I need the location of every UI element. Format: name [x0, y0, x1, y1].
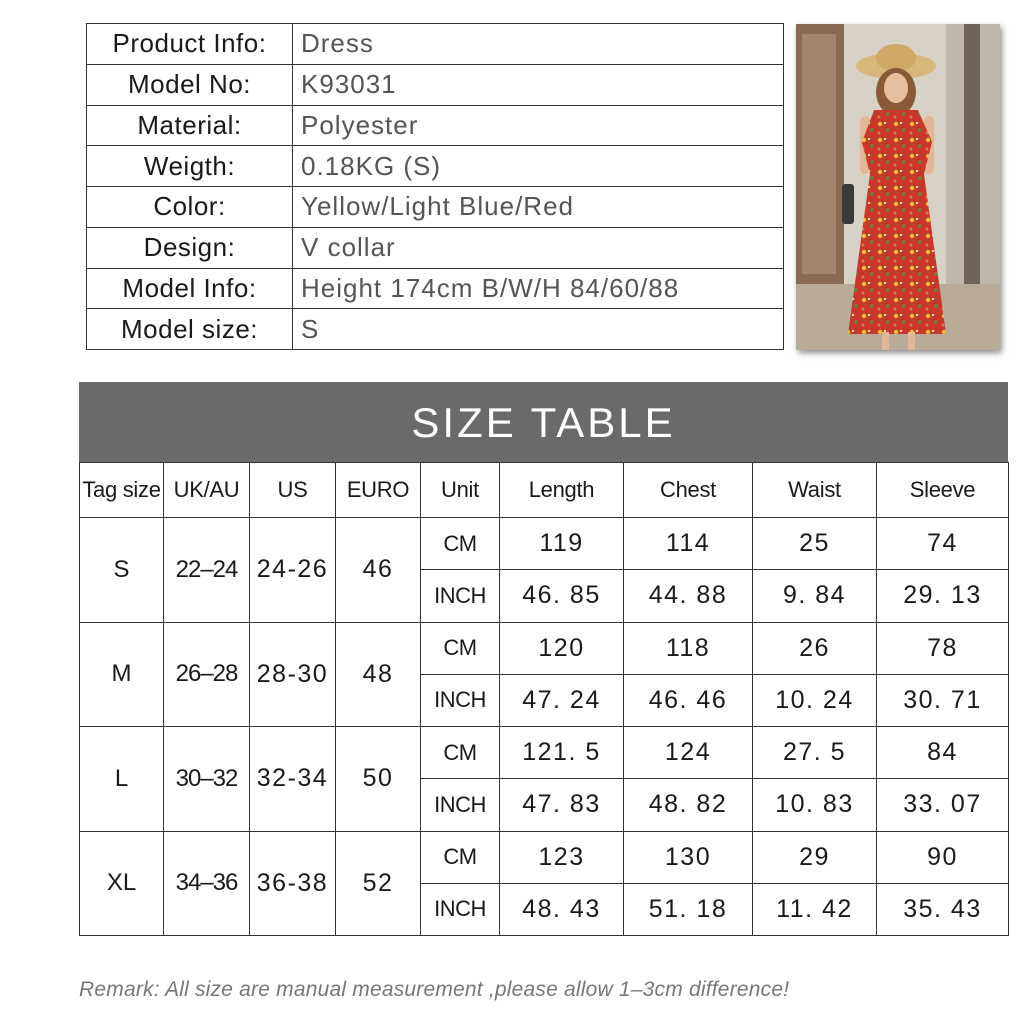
us-cell: 28-30 [250, 622, 336, 727]
us-cell: 32-34 [250, 727, 336, 832]
length-cell: 47. 24 [500, 674, 624, 726]
product-info-value: V collar [293, 227, 784, 268]
size-table [79, 462, 1009, 936]
tag-size-cell: L [80, 727, 164, 832]
sleeve-cell: 33. 07 [877, 779, 1009, 831]
unit-cell: CM [421, 831, 500, 883]
header-sleeve: Sleeve [877, 463, 1009, 518]
size-table-title: SIZE TABLE [79, 382, 1008, 462]
sleeve-cell: 90 [877, 831, 1009, 883]
sleeve-cell: 30. 71 [877, 674, 1009, 726]
header-tag-size: Tag size [80, 463, 164, 518]
length-cell: 119 [500, 518, 624, 570]
header-waist: Waist [753, 463, 877, 518]
us-cell: 36-38 [250, 831, 336, 936]
waist-cell: 11. 42 [753, 883, 877, 935]
product-info-value: Height 174cm B/W/H 84/60/88 [293, 268, 784, 309]
product-info-value: 0.18KG (S) [293, 146, 784, 187]
euro-cell: 52 [336, 831, 421, 936]
length-cell: 47. 83 [500, 779, 624, 831]
header-length: Length [500, 463, 624, 518]
unit-cell: INCH [421, 883, 500, 935]
euro-cell: 50 [336, 727, 421, 832]
unit-cell: CM [421, 518, 500, 570]
header-us: US [250, 463, 336, 518]
length-cell: 123 [500, 831, 624, 883]
product-info-label: Material: [87, 105, 293, 146]
length-cell: 46. 85 [500, 570, 624, 622]
product-info-label: Color: [87, 187, 293, 228]
unit-cell: INCH [421, 674, 500, 726]
remark-text: Remark: All size are manual measurement ,please allow 1–3cm difference! [79, 978, 790, 1001]
product-info-label: Design: [87, 227, 293, 268]
uk-au-cell: 26–28 [164, 622, 250, 727]
product-info-value: S [293, 309, 784, 350]
product-info-label: Model No: [87, 64, 293, 105]
chest-cell: 51. 18 [624, 883, 753, 935]
chest-cell: 46. 46 [624, 674, 753, 726]
product-info-row [87, 146, 784, 187]
sleeve-cell: 84 [877, 727, 1009, 779]
size-row-cm [80, 622, 1009, 674]
product-info-row [87, 309, 784, 350]
length-cell: 120 [500, 622, 624, 674]
waist-cell: 29 [753, 831, 877, 883]
tag-size-cell: M [80, 622, 164, 727]
waist-cell: 27. 5 [753, 727, 877, 779]
product-info-value: Dress [293, 24, 784, 65]
us-cell: 24-26 [250, 518, 336, 623]
size-row-cm [80, 831, 1009, 883]
product-info-label: Model Info: [87, 268, 293, 309]
waist-cell: 10. 24 [753, 674, 877, 726]
size-row-cm [80, 518, 1009, 570]
waist-cell: 10. 83 [753, 779, 877, 831]
waist-cell: 25 [753, 518, 877, 570]
product-info-body [87, 24, 784, 350]
product-info-label: Weigth: [87, 146, 293, 187]
unit-cell: CM [421, 727, 500, 779]
chest-cell: 124 [624, 727, 753, 779]
product-info-value: Yellow/Light Blue/Red [293, 187, 784, 228]
product-info-row [87, 24, 784, 65]
uk-au-cell: 30–32 [164, 727, 250, 832]
header-chest: Chest [624, 463, 753, 518]
unit-cell: INCH [421, 570, 500, 622]
product-info-row [87, 227, 784, 268]
length-cell: 48. 43 [500, 883, 624, 935]
euro-cell: 48 [336, 622, 421, 727]
size-table-header-row [80, 463, 1009, 518]
product-info-value: K93031 [293, 64, 784, 105]
tag-size-cell: S [80, 518, 164, 623]
product-info-label: Model size: [87, 309, 293, 350]
header-uk-au: UK/AU [164, 463, 250, 518]
tag-size-cell: XL [80, 831, 164, 936]
waist-cell: 26 [753, 622, 877, 674]
header-euro: EURO [336, 463, 421, 518]
product-info-row [87, 268, 784, 309]
sleeve-cell: 35. 43 [877, 883, 1009, 935]
size-row-cm [80, 727, 1009, 779]
chest-cell: 48. 82 [624, 779, 753, 831]
waist-cell: 9. 84 [753, 570, 877, 622]
uk-au-cell: 22–24 [164, 518, 250, 623]
length-cell: 121. 5 [500, 727, 624, 779]
sleeve-cell: 29. 13 [877, 570, 1009, 622]
chest-cell: 118 [624, 622, 753, 674]
model-photo-image [796, 24, 1000, 350]
sleeve-cell: 74 [877, 518, 1009, 570]
size-table-body [80, 518, 1009, 936]
chest-cell: 44. 88 [624, 570, 753, 622]
unit-cell: CM [421, 622, 500, 674]
product-info-row [87, 64, 784, 105]
chest-cell: 114 [624, 518, 753, 570]
chest-cell: 130 [624, 831, 753, 883]
uk-au-cell: 34–36 [164, 831, 250, 936]
product-info-label: Product Info: [87, 24, 293, 65]
unit-cell: INCH [421, 779, 500, 831]
sleeve-cell: 78 [877, 622, 1009, 674]
product-info-table [86, 23, 784, 350]
product-info-row [87, 187, 784, 228]
product-info-value: Polyester [293, 105, 784, 146]
product-info-row [87, 105, 784, 146]
euro-cell: 46 [336, 518, 421, 623]
header-unit: Unit [421, 463, 500, 518]
model-photo [796, 24, 1000, 350]
